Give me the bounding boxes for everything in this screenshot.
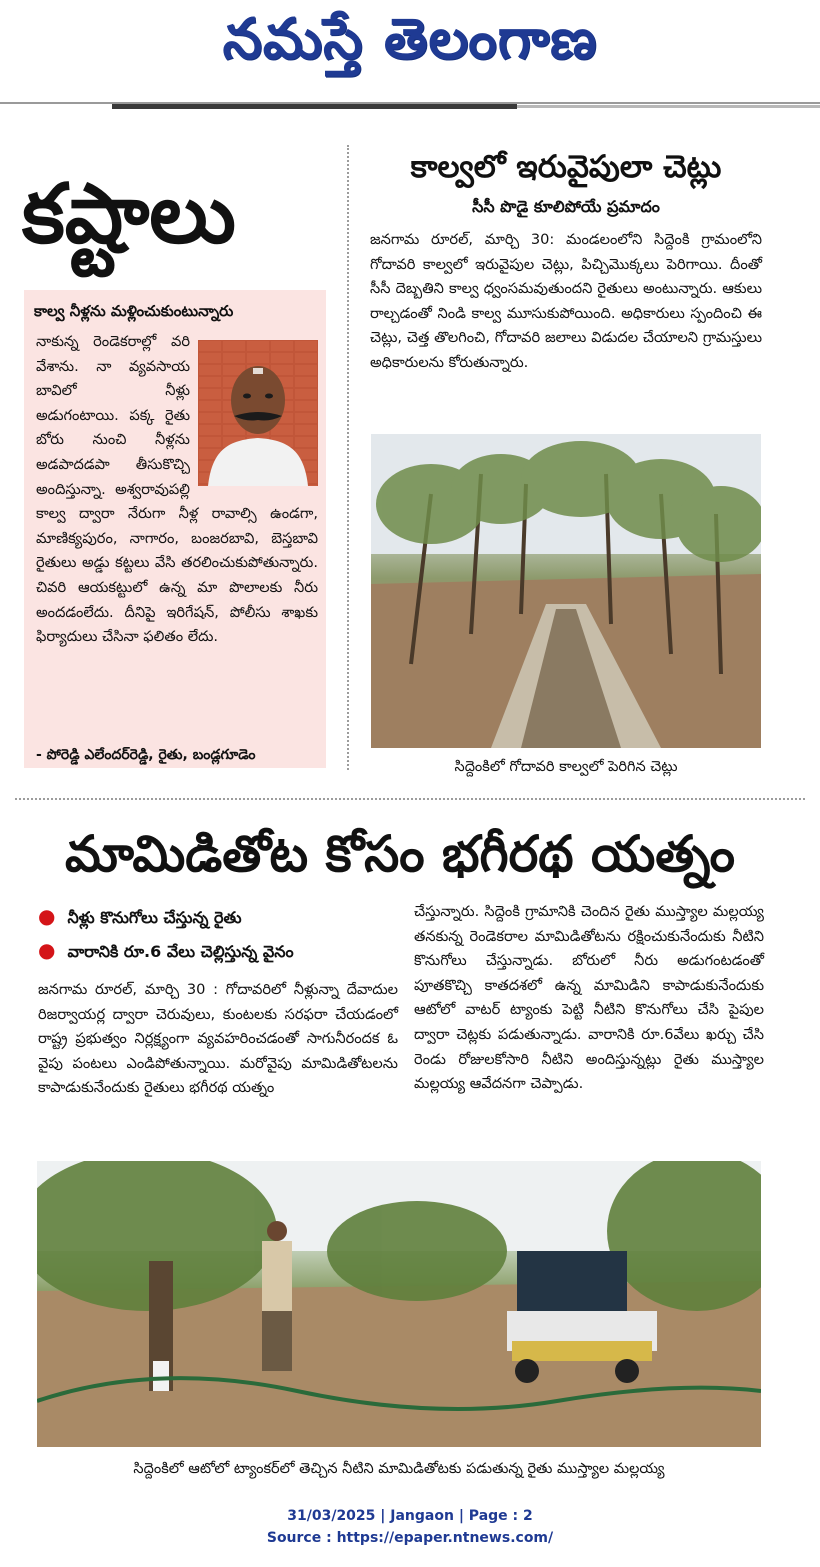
section-divider: [15, 798, 805, 800]
column-divider: [347, 145, 349, 770]
masthead-rule-grey: [517, 105, 820, 108]
footer-dateline: 31/03/2025 | Jangaon | Page : 2: [287, 1508, 533, 1524]
farmer-portrait-photo: [198, 340, 318, 486]
canal-trees-photo: [371, 434, 761, 748]
bullet-dot-icon: ●: [38, 904, 56, 928]
footer-source-link[interactable]: Source : https://epaper.ntnews.com/: [266, 1530, 554, 1546]
bullet-text: వారానికి రూ.6 వేలు చెల్లిస్తున్న వైనం: [67, 942, 294, 961]
bullet-item: [38, 900, 398, 934]
quote-attribution: - పోరెడ్డి ఎలేందర్‌రెడ్డి, రైతు, బండ్లగూడెం: [36, 747, 256, 763]
mango-orchard-photo: [37, 1161, 761, 1447]
right-story-subheadline: సీసీ పొడై కూలిపోయే ప్రమాదం: [472, 197, 660, 216]
mango-orchard-image: [37, 1161, 761, 1447]
mango-photo-caption: సిద్దెంకిలో ఆటోలో ట్యాంకర్‌లో తెచ్చిన నీటిని మామిడితోటకు పడుతున్న రైతు ముస్త్యాల మల్లయ్య: [133, 1461, 665, 1477]
quote-body-container: [36, 330, 318, 650]
bullet-list: [38, 900, 398, 968]
masthead-title: నమస్తే తెలంగాణ: [222, 7, 598, 72]
bottom-story-body-right: చేస్తున్నారు. సిద్దెంకి గ్రామానికి చెందిన రైతు ముస్త్యాల మల్లయ్య తనకున్న రెండెకరాల మామిడితోటను రక్షించుకునేందుకు నీటిని కొనుగోలు చేస్తున్నాడు. బోరులో నీరు అడుగంటడంతో పూతకొచ్చి కాతదశలో ఉన్న మామిడిని కాపాడుకునేందుకు ఆటోలో వాటర్ ట్యాంకు పెట్టి నీటిని కొనుగోలు చేసి పైపుల ద్వారా చెట్లకు పడుతున్నాడు. వారానికి రూ.6వేలు ఖర్చు చేసి రెండు రోజులకోసారి నీటిని అందిస్తున్నట్లు రైతు ముస్త్యాల మల్లయ్య ఆవేదనగా చెప్పాడు.: [414, 903, 764, 1093]
farmer-portrait-image: [198, 340, 318, 486]
right-story-headline: కాల్వలో ఇరువైపులా చెట్లు: [410, 149, 722, 185]
bullet-item: [38, 934, 398, 968]
canal-trees-image: [371, 434, 761, 748]
masthead-rule-thick: [112, 104, 517, 109]
bottom-story-body-left: జనగామ రూరల్, మార్చి 30 : గోదావరిలో నీళ్లున్నా దేవాదుల రిజర్వాయర్ల ద్వారా చెరువులు, కుంటలకు సరఫరా చేయడంలో రాష్ట్ర ప్రభుత్వం నిర్లక్ష్యంగా వ్యవహరించడంతో సాగునీరందక ఓ వైపు పంటలు ఎండిపోతున్నాయి. మరోవైపు మామిడితోటలను కాపాడుకునేందుకు రైతులు భగీరథ యత్నం: [38, 981, 398, 1097]
bullet-text: నీళ్లు కొనుగోలు చేస్తున్న రైతు: [67, 908, 242, 927]
right-story-body: జనగామ రూరల్, మార్చి 30: మండలంలోని సిద్దెంకి గ్రామంలోని గోదావరి కాల్వలో ఇరువైపుల చెట్లు, పిచ్చిమొక్కలు పెరిగాయి. దీంతో సీసీ దెబ్బతిని కాల్వ ధ్వంసమవుతుందని రైతులు అంటున్నారు. ఆకులు రాల్చడంతో నిండి కాల్వ మూసుకుపోయింది. అధికారులు స్పందించి ఈ చెట్లు, చెత్త తొలగించి, గోదావరి జలాలు విడుదల చేయాలని గ్రామస్తులు అధికారులను కోరుతున్నారు.: [370, 231, 762, 371]
canal-photo-caption: సిద్దెంకిలో గోదావరి కాల్వలో పెరిగిన చెట్లు: [454, 759, 678, 775]
left-story-headline: కష్టాలు: [22, 167, 236, 262]
quote-title: కాల్వ నీళ్లను మళ్లించుకుంటున్నారు: [34, 302, 234, 320]
quote-body: నాకున్న రెండెకరాల్లో వరి వేశాను. నా వ్యవసాయ బావిలో నీళ్లు అడుగంటాయి. పక్క రైతు బోరు నుంచి నీళ్లను అడపాదడపా తీసుకొచ్చి అందిస్తున్నా. అశ్వరావుపల్లి కాల్వ ద్వారా నేరుగా నీళ్ల రావాల్సి ఉండగా, మాణిక్యపురం, నాగారం, బంజరబావి, బెస్తబావి రైతులు అడ్డు కట్టలు వేసి తరలించుకుపోతున్నారు. చివరి ఆయకట్టులో ఉన్న మా పొలాలకు నీరు అందడంలేదు. దీనిపై ఇరిగేషన్, పోలీసు శాఖకు ఫిర్యాదులు చేసినా ఫలితం లేదు.: [36, 333, 318, 646]
bottom-story-headline: మామిడితోట కోసం భగీరథ యత్నం: [64, 825, 736, 883]
bullet-dot-icon: ●: [38, 938, 56, 962]
